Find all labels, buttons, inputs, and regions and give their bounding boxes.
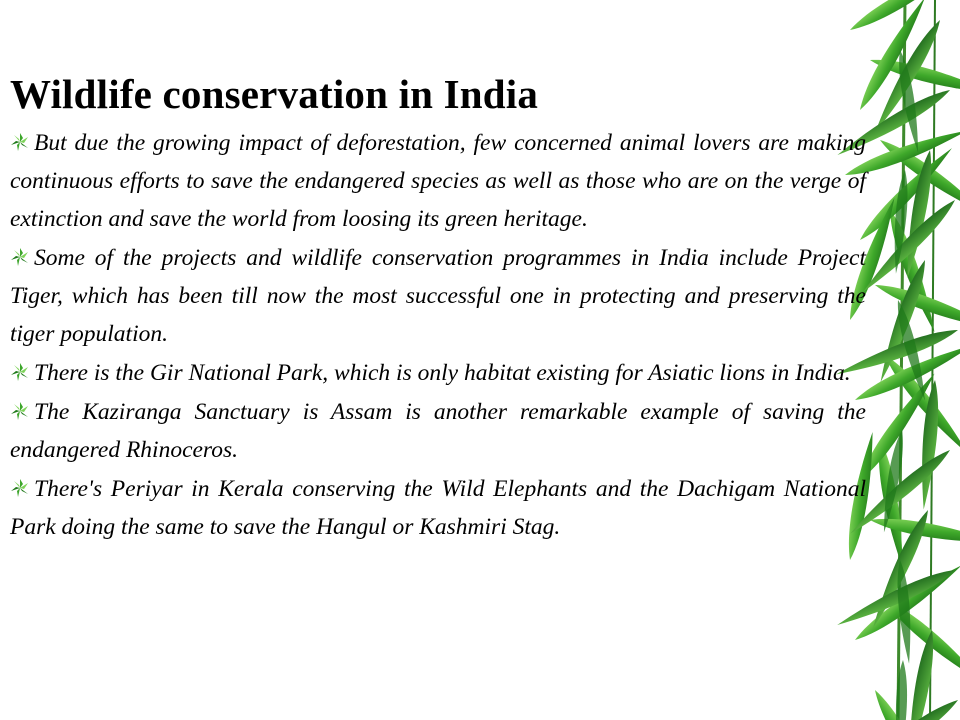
bullet-item — [10, 354, 866, 392]
slide-content — [10, 70, 866, 547]
leaf-bullet-icon — [10, 401, 30, 421]
bullet-item — [10, 393, 866, 469]
bullet-text: There's Periyar in Kerala conserving the Wild Elephants and the Dachigam National Park doing the same to save the Hangul or Kashmiri Stag. — [10, 476, 866, 540]
bullet-text: The Kaziranga Sanctuary is Assam is another remarkable example of saving the endangered Rhinoceros. — [10, 399, 866, 463]
leaf-bullet-icon — [10, 362, 30, 382]
bullet-text: But due the growing impact of deforestation, few concerned animal lovers are making continuous efforts to save the endangered species as well as those who are on the verge of extinction and save the world from loosing its green heritage. — [10, 130, 866, 232]
leaf-bullet-icon — [10, 132, 30, 152]
bullet-text: There is the Gir National Park, which is only habitat existing for Asiatic lions in India. — [34, 360, 851, 386]
bullet-text: Some of the projects and wildlife conservation programmes in India include Project Tiger, which has been till now the most successful one in protecting and preserving the tiger population. — [10, 245, 866, 347]
slide-title: Wildlife conservation in India — [10, 71, 539, 117]
bullet-item — [10, 470, 866, 546]
leaf-bullet-icon — [10, 247, 30, 267]
bullet-item — [10, 124, 866, 238]
leaf-bullet-icon — [10, 478, 30, 498]
bullet-item — [10, 239, 866, 353]
